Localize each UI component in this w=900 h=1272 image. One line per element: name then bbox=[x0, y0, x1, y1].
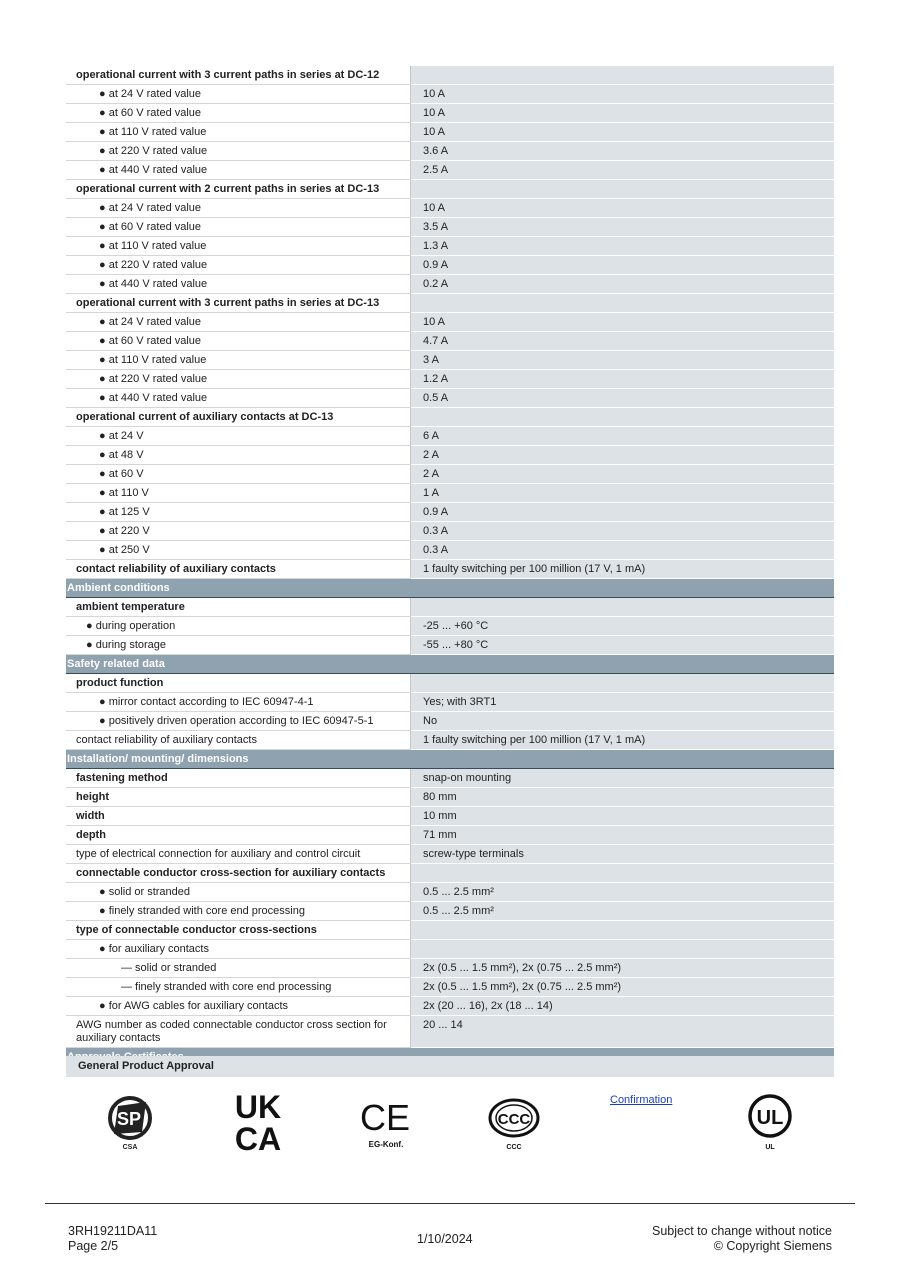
row-label: ● at 24 V rated value bbox=[66, 85, 411, 104]
table-row bbox=[66, 275, 834, 294]
table-row bbox=[66, 978, 834, 997]
table-row bbox=[66, 123, 834, 142]
approvals-heading-row bbox=[66, 1056, 834, 1077]
table-row bbox=[66, 902, 834, 921]
row-value: 0.9 A bbox=[411, 256, 834, 275]
row-label: ambient temperature bbox=[66, 598, 411, 617]
row-label: ● positively driven operation according to IEC 60947-5-1 bbox=[66, 712, 411, 731]
row-value: 0.2 A bbox=[411, 275, 834, 294]
table-row bbox=[66, 636, 834, 655]
table-row bbox=[66, 294, 834, 313]
row-value: 2.5 A bbox=[411, 161, 834, 180]
row-label: product function bbox=[66, 674, 411, 693]
table-row bbox=[66, 161, 834, 180]
row-value: 1.2 A bbox=[411, 370, 834, 389]
table-row bbox=[66, 845, 834, 864]
row-value: 0.5 ... 2.5 mm² bbox=[411, 902, 834, 921]
row-label: — finely stranded with core end processing bbox=[66, 978, 411, 997]
row-label: ● at 440 V rated value bbox=[66, 275, 411, 294]
row-label: ● at 24 V bbox=[66, 427, 411, 446]
table-row bbox=[66, 180, 834, 199]
row-label: ● at 440 V rated value bbox=[66, 389, 411, 408]
row-label: operational current with 2 current paths in series at DC-13 bbox=[66, 180, 411, 199]
row-value: 0.9 A bbox=[411, 503, 834, 522]
table-row bbox=[66, 940, 834, 959]
table-row bbox=[66, 237, 834, 256]
row-label: type of electrical connection for auxiliary and control circuit bbox=[66, 845, 411, 864]
section-header: Safety related data bbox=[66, 655, 834, 674]
row-value bbox=[411, 864, 834, 883]
row-value: 2 A bbox=[411, 446, 834, 465]
row-label: type of connectable conductor cross-sections bbox=[66, 921, 411, 940]
row-value: 71 mm bbox=[411, 826, 834, 845]
confirmation-link[interactable]: Confirmation bbox=[610, 1094, 673, 1106]
row-label: ● at 60 V rated value bbox=[66, 218, 411, 237]
ce-logo bbox=[358, 1096, 414, 1152]
svg-text:CE: CE bbox=[359, 1097, 411, 1138]
row-label: ● during storage bbox=[66, 636, 411, 655]
row-value: Yes; with 3RT1 bbox=[411, 693, 834, 712]
ul-logo bbox=[746, 1094, 794, 1152]
row-label: fastening method bbox=[66, 769, 411, 788]
row-value: 10 A bbox=[411, 85, 834, 104]
svg-text:CCC: CCC bbox=[497, 1111, 531, 1128]
row-label: ● at 110 V rated value bbox=[66, 123, 411, 142]
row-label: ● at 220 V rated value bbox=[66, 142, 411, 161]
row-value: -25 ... +60 °C bbox=[411, 617, 834, 636]
table-row bbox=[66, 883, 834, 902]
row-label: operational current of auxiliary contacts at DC-13 bbox=[66, 408, 411, 427]
section-header: Installation/ mounting/ dimensions bbox=[66, 750, 834, 769]
row-value: 10 A bbox=[411, 123, 834, 142]
svg-text:EG-Konf.: EG-Konf. bbox=[368, 1140, 404, 1149]
row-label: ● at 220 V bbox=[66, 522, 411, 541]
table-row bbox=[66, 807, 834, 826]
row-value bbox=[411, 408, 834, 427]
row-value: 0.3 A bbox=[411, 522, 834, 541]
table-row bbox=[66, 503, 834, 522]
table-row bbox=[66, 104, 834, 123]
row-value: 10 A bbox=[411, 199, 834, 218]
table-row bbox=[66, 560, 834, 579]
row-label: ● finely stranded with core end processing bbox=[66, 902, 411, 921]
footer-date: 1/10/2024 bbox=[417, 1232, 473, 1246]
table-row bbox=[66, 332, 834, 351]
table-row bbox=[66, 484, 834, 503]
svg-text:UL: UL bbox=[756, 1107, 784, 1129]
row-label: ● at 220 V rated value bbox=[66, 256, 411, 275]
row-label: ● at 110 V bbox=[66, 484, 411, 503]
row-label: ● at 110 V rated value bbox=[66, 237, 411, 256]
row-value: 0.5 ... 2.5 mm² bbox=[411, 883, 834, 902]
table-row bbox=[66, 693, 834, 712]
row-value bbox=[411, 598, 834, 617]
row-value: 3.5 A bbox=[411, 218, 834, 237]
csa-caption: CSA bbox=[122, 1144, 138, 1151]
table-row bbox=[66, 427, 834, 446]
row-value: 0.5 A bbox=[411, 389, 834, 408]
row-label: ● solid or stranded bbox=[66, 883, 411, 902]
row-value: 2x (0.5 ... 1.5 mm²), 2x (0.75 ... 2.5 mm²) bbox=[411, 959, 834, 978]
row-value: No bbox=[411, 712, 834, 731]
row-value: 10 mm bbox=[411, 807, 834, 826]
row-label: ● at 48 V bbox=[66, 446, 411, 465]
table-row bbox=[66, 788, 834, 807]
csa-logo bbox=[106, 1092, 156, 1152]
section-header: Ambient conditions bbox=[66, 579, 834, 598]
table-row bbox=[66, 712, 834, 731]
row-value: 3 A bbox=[411, 351, 834, 370]
row-label: ● for AWG cables for auxiliary contacts bbox=[66, 997, 411, 1016]
row-label: ● at 440 V rated value bbox=[66, 161, 411, 180]
row-label: ● at 24 V rated value bbox=[66, 313, 411, 332]
row-label: — solid or stranded bbox=[66, 959, 411, 978]
svg-text:CCC: CCC bbox=[506, 1144, 522, 1151]
row-label: operational current with 3 current paths in series at DC-12 bbox=[66, 66, 411, 85]
row-value bbox=[411, 66, 834, 85]
general-product-approval-label: General Product Approval bbox=[66, 1056, 834, 1077]
row-value: 1 faulty switching per 100 million (17 V, 1 mA) bbox=[411, 731, 834, 750]
footer-divider bbox=[45, 1203, 855, 1204]
table-row bbox=[66, 674, 834, 693]
row-value bbox=[411, 940, 834, 959]
row-value bbox=[411, 674, 834, 693]
table-row bbox=[66, 142, 834, 161]
row-label: depth bbox=[66, 826, 411, 845]
row-label: AWG number as coded connectable conductor cross section for auxiliary contacts bbox=[66, 1016, 411, 1048]
row-label: ● at 250 V bbox=[66, 541, 411, 560]
ukca-logo bbox=[226, 1090, 290, 1156]
row-label: operational current with 3 current paths in series at DC-13 bbox=[66, 294, 411, 313]
table-row bbox=[66, 199, 834, 218]
table-row bbox=[66, 256, 834, 275]
row-value: 6 A bbox=[411, 427, 834, 446]
table-row bbox=[66, 465, 834, 484]
table-row bbox=[66, 1016, 834, 1048]
table-row bbox=[66, 351, 834, 370]
table-row bbox=[66, 617, 834, 636]
ccc-logo bbox=[486, 1096, 542, 1154]
row-label: ● mirror contact according to IEC 60947-4-1 bbox=[66, 693, 411, 712]
footer-article-number: 3RH19211DA11 bbox=[68, 1224, 158, 1238]
svg-text:UL: UL bbox=[765, 1144, 775, 1151]
row-value: 1 faulty switching per 100 million (17 V, 1 mA) bbox=[411, 560, 834, 579]
table-row bbox=[66, 997, 834, 1016]
row-label: ● at 24 V rated value bbox=[66, 199, 411, 218]
row-value: 80 mm bbox=[411, 788, 834, 807]
table-row bbox=[66, 959, 834, 978]
table-row bbox=[66, 408, 834, 427]
row-label: width bbox=[66, 807, 411, 826]
footer-notice: Subject to change without notice bbox=[652, 1224, 832, 1238]
footer-page-number: Page 2/5 bbox=[68, 1239, 119, 1253]
table-row bbox=[66, 446, 834, 465]
table-row bbox=[66, 522, 834, 541]
datasheet-table bbox=[66, 66, 834, 1067]
svg-text:CA: CA bbox=[234, 1121, 282, 1156]
row-value: 4.7 A bbox=[411, 332, 834, 351]
row-value bbox=[411, 180, 834, 199]
row-value: 1 A bbox=[411, 484, 834, 503]
row-label: connectable conductor cross-section for auxiliary contacts bbox=[66, 864, 411, 883]
svg-text:UK: UK bbox=[234, 1090, 282, 1125]
table-row bbox=[66, 313, 834, 332]
table-row bbox=[66, 921, 834, 940]
row-value: 1.3 A bbox=[411, 237, 834, 256]
table-row bbox=[66, 598, 834, 617]
row-label: ● at 125 V bbox=[66, 503, 411, 522]
row-value: screw-type terminals bbox=[411, 845, 834, 864]
row-value: 2x (0.5 ... 1.5 mm²), 2x (0.75 ... 2.5 mm²) bbox=[411, 978, 834, 997]
approval-logos bbox=[66, 1090, 834, 1160]
table-row bbox=[66, 389, 834, 408]
row-value: 3.6 A bbox=[411, 142, 834, 161]
row-label: ● at 110 V rated value bbox=[66, 351, 411, 370]
row-value bbox=[411, 921, 834, 940]
row-value: snap-on mounting bbox=[411, 769, 834, 788]
table-row bbox=[66, 370, 834, 389]
row-value: 20 ... 14 bbox=[411, 1016, 834, 1048]
table-row bbox=[66, 66, 834, 85]
row-label: ● at 60 V rated value bbox=[66, 104, 411, 123]
row-value: -55 ... +80 °C bbox=[411, 636, 834, 655]
table-row bbox=[66, 864, 834, 883]
row-value: 10 A bbox=[411, 313, 834, 332]
table-row bbox=[66, 541, 834, 560]
row-label: contact reliability of auxiliary contacts bbox=[66, 560, 411, 579]
row-label: contact reliability of auxiliary contacts bbox=[66, 731, 411, 750]
svg-text:SP: SP bbox=[116, 1109, 142, 1129]
table-row bbox=[66, 85, 834, 104]
table-row bbox=[66, 769, 834, 788]
row-label: height bbox=[66, 788, 411, 807]
row-value bbox=[411, 294, 834, 313]
table-row bbox=[66, 218, 834, 237]
row-value: 10 A bbox=[411, 104, 834, 123]
table-row bbox=[66, 731, 834, 750]
table-row bbox=[66, 826, 834, 845]
row-label: ● for auxiliary contacts bbox=[66, 940, 411, 959]
row-label: ● at 220 V rated value bbox=[66, 370, 411, 389]
row-label: ● at 60 V rated value bbox=[66, 332, 411, 351]
row-label: ● during operation bbox=[66, 617, 411, 636]
row-value: 2 A bbox=[411, 465, 834, 484]
row-value: 2x (20 ... 16), 2x (18 ... 14) bbox=[411, 997, 834, 1016]
row-value: 0.3 A bbox=[411, 541, 834, 560]
footer-copyright: © Copyright Siemens bbox=[713, 1239, 832, 1253]
row-label: ● at 60 V bbox=[66, 465, 411, 484]
